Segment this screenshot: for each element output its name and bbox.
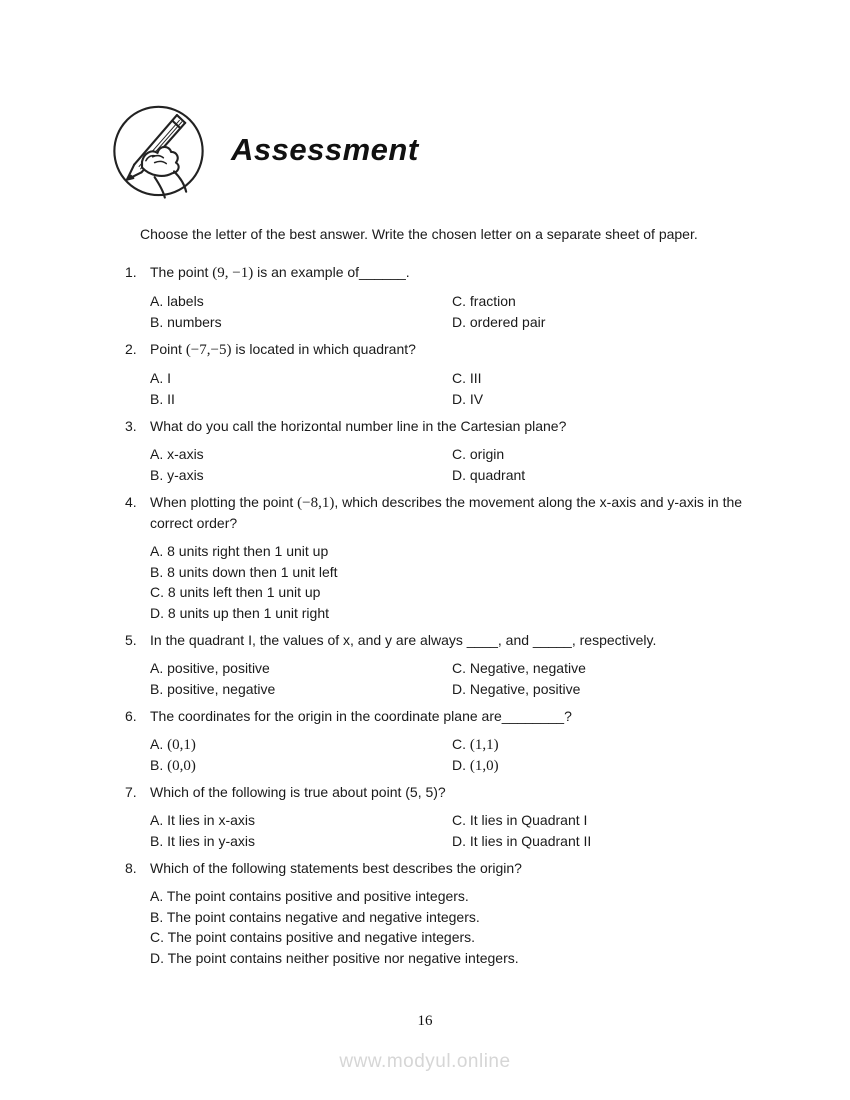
math-expression: (9, −1) [212,265,254,281]
answer-option [150,907,745,928]
option-text: D. ordered pair [452,313,546,330]
question-body [150,416,745,485]
question-body [150,339,745,409]
option-text: C. origin [452,446,505,462]
answer-option [452,312,745,333]
option-text: C. III [452,370,482,386]
answer-option [452,658,745,679]
option-text: A. It lies in x-axis [150,812,256,828]
option-text: C. fraction [452,293,516,309]
answer-option [150,927,745,948]
question-body [150,858,745,968]
question-stem [150,630,745,650]
instruction-text: Choose the letter of the best answer. Write the chosen letter on a separate sheet of paper. [140,226,698,242]
stem-text: , which describes the movement along the x-axis and y-axis in the correct order? [150,494,743,531]
option-text: D. Negative, positive [452,680,581,697]
stem-text: What do you call the horizontal number line in the Cartesian plane? [150,418,567,434]
question-number: 1. [125,264,137,280]
options-group [150,444,745,485]
question [110,858,745,968]
math-expression: (−7,−5) [185,342,232,358]
options-group [150,291,745,332]
page-number: 16 [417,1013,433,1029]
answer-option [150,886,745,907]
question-number: 5. [125,632,137,648]
option-text: B. numbers [150,313,222,330]
answer-option [150,658,452,679]
question-stem [150,782,745,802]
question-body [150,262,745,332]
answer-option [452,291,745,312]
math-expression: (1,1) [469,737,499,753]
answer-option [150,734,452,755]
stem-text: Which of the following statements best describes the origin? [150,860,522,876]
option-text: B. 8 units down then 1 unit left [150,563,338,580]
option-text: C. [452,736,470,752]
option-text: A. labels [150,293,204,309]
option-text: C. It lies in Quadrant I [452,812,588,828]
questions-list [110,262,745,968]
math-expression: (0,1) [167,737,196,753]
question-stem [150,262,745,283]
answer-option [150,755,452,776]
question-number: 2. [125,341,137,357]
question [110,706,745,775]
options-group [150,658,745,699]
option-text: D. IV [452,390,484,407]
hand-writing-pencil-icon [110,100,207,200]
option-text: D. It lies in Quadrant II [452,832,592,849]
answer-option [150,810,452,831]
option-text: B. positive, negative [150,680,276,697]
options-group [150,886,745,968]
stem-text: The coordinates for the origin in the coordinate plane are________? [150,708,572,724]
stem-text: The point [150,264,213,280]
options-group [150,734,745,775]
page-header [110,100,745,200]
option-text: B. The point contains negative and negative integers. [150,908,480,925]
option-text: B. It lies in y-axis [150,832,256,849]
answer-option [452,810,745,831]
question-body [150,706,745,775]
option-text: B. II [150,390,175,407]
option-text: A. x-axis [150,446,204,462]
stem-text: is located in which quadrant? [231,341,416,357]
answer-option [150,291,452,312]
question-body [150,630,745,699]
answer-option [452,831,745,852]
question-body [150,492,745,623]
question-stem [150,706,745,726]
question-number: 4. [125,494,137,510]
answer-option [452,444,745,465]
option-text: C. Negative, negative [452,660,586,676]
option-text: C. The point contains positive and negative integers. [150,929,476,945]
question [110,782,745,851]
math-expression: (0,0) [167,757,196,774]
question-stem [150,339,745,360]
math-expression: (1,0) [469,757,499,774]
option-text: B. y-axis [150,466,204,483]
math-expression: (−8,1) [297,495,335,511]
answer-option [150,582,745,603]
answer-option [452,734,745,755]
answer-option [452,755,745,776]
option-text: A. [150,736,168,752]
watermark: www.modyul.online [339,1051,511,1072]
question [110,339,745,409]
question-number: 7. [125,784,137,800]
answer-option [150,368,452,389]
option-text: C. 8 units left then 1 unit up [150,584,321,600]
question-body [150,782,745,851]
answer-option [150,389,452,410]
stem-text: In the quadrant I, the values of x, and y are always ____, and _____, respectively. [150,632,657,648]
option-text: A. I [150,370,172,386]
options-group [150,810,745,851]
question-stem [150,492,745,533]
question [110,630,745,699]
option-text: D. quadrant [452,466,526,483]
answer-option [150,562,745,583]
options-group [150,368,745,409]
answer-option [150,603,745,624]
option-text: A. positive, positive [150,660,270,676]
answer-option [452,465,745,486]
answer-option [150,679,452,700]
question-number: 6. [125,708,137,724]
question [110,492,745,623]
stem-text: Point [150,341,186,357]
option-text: B. [150,756,168,773]
stem-text: When plotting the point [150,494,298,510]
option-text: A. 8 units right then 1 unit up [150,543,329,559]
answer-option [452,389,745,410]
options-group [150,541,745,623]
question-stem [150,858,745,878]
answer-option [150,541,745,562]
answer-option [150,831,452,852]
page-title: Assessment [231,132,419,167]
stem-text: Which of the following is true about point (5, 5)? [150,784,446,800]
answer-option [452,679,745,700]
answer-option [150,444,452,465]
question [110,262,745,332]
option-text: D. 8 units up then 1 unit right [150,604,329,621]
question-number: 3. [125,418,137,434]
answer-option [150,948,745,969]
question-stem [150,416,745,436]
question [110,416,745,485]
answer-option [150,465,452,486]
option-text: D. The point contains neither positive nor negative integers. [150,949,519,966]
option-text: D. [452,756,470,773]
question-number: 8. [125,860,137,876]
answer-option [452,368,745,389]
stem-text: is an example of______. [253,264,410,280]
option-text: A. The point contains positive and positive integers. [150,888,469,904]
answer-option [150,312,452,333]
